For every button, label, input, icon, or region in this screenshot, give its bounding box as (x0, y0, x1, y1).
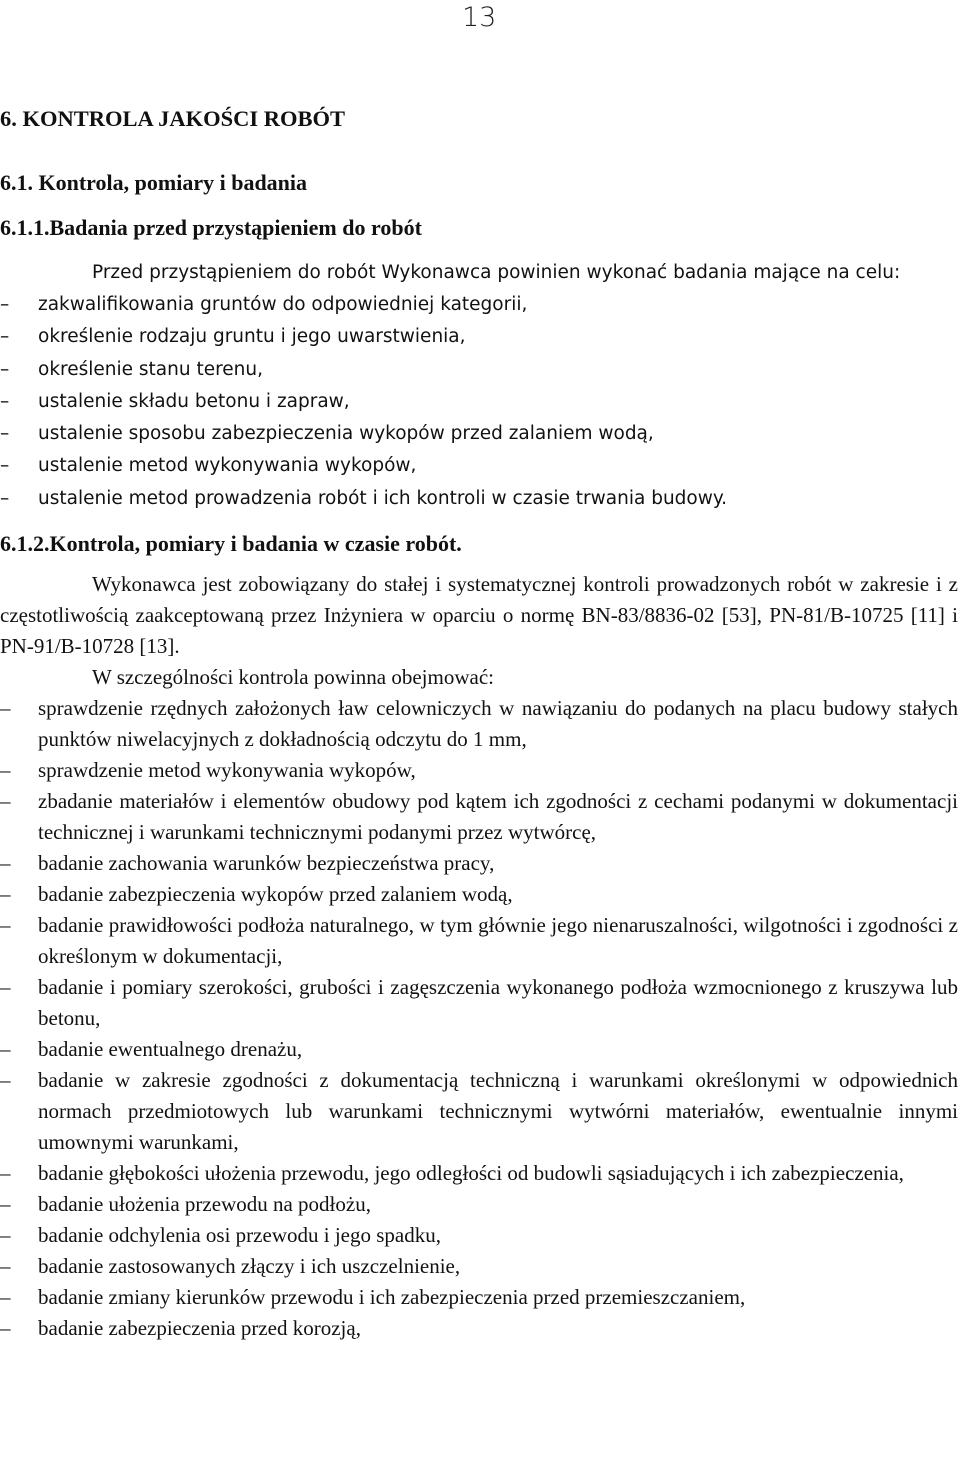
list-item: – badanie zachowania warunków bezpieczeństwa pracy, (0, 848, 958, 879)
list-item: – sprawdzenie metod wykonywania wykopów, (0, 755, 958, 786)
list-item: – ustalenie składu betonu i zapraw, (0, 386, 958, 418)
list-item: – określenie rodzaju gruntu i jego uwarstwienia, (0, 321, 958, 353)
list-item: – badanie zabezpieczenia przed korozją, (0, 1313, 958, 1344)
list-item: – badanie i pomiary szerokości, grubości i zagęszczenia wykonanego podłoża wzmocnionego z kruszywa lub betonu, (0, 972, 958, 1034)
list-item: – zbadanie materiałów i elementów obudowy pod kątem ich zgodności z cechami podanymi w dokumentacji technicznej i warunkami technicznymi podanymi przez wytwórcę, (0, 786, 958, 848)
section-heading: 6.1. Kontrola, pomiary i badania (0, 170, 308, 195)
list-item: – zakwalifikowania gruntów do odpowiedniej kategorii, (0, 289, 958, 321)
section-611-intro: Przed przystąpieniem do robót Wykonawca powinien wykonać badania mające na celu: (92, 262, 901, 283)
list-item: – ustalenie sposobu zabezpieczenia wykopów przed zalaniem wodą, (0, 418, 958, 450)
section-612-intro: Wykonawca jest zobowiązany do stałej i systematycznej kontroli prowadzonych robót w zakresie i z częstotliwością zaakceptowaną przez Inżyniera w oparciu o normę BN-83/8836-02 [53], PN-81/B-10725 [11] i PN-91/B-10728 [13]. (0, 572, 958, 659)
list-item: – badanie odchylenia osi przewodu i jego spadku, (0, 1220, 958, 1251)
list-item: – badanie zabezpieczenia wykopów przed zalaniem wodą, (0, 879, 958, 910)
section-611-body (0, 257, 958, 515)
list-item: – badanie prawidłowości podłoża naturalnego, w tym głównie jego nienaruszalności, wilgotności i zgodności z określonym w dokumentacji, (0, 910, 958, 972)
subsection-heading-612: 6.1.2.Kontrola, pomiary i badania w czasie robót. (0, 531, 462, 557)
chapter-heading: 6. KONTROLA JAKOŚCI ROBÓT (0, 106, 346, 131)
section-611-list (0, 289, 958, 515)
section-612-lead: W szczególności kontrola powinna obejmować: (92, 665, 494, 690)
page-number: 13 (462, 2, 497, 33)
list-item: – ustalenie metod prowadzenia robót i ich kontroli w czasie trwania budowy. (0, 483, 958, 515)
section-612-list (0, 693, 958, 1344)
subsection-heading-611: 6.1.1.Badania przed przystąpieniem do robót (0, 215, 422, 240)
list-item: – badanie w zakresie zgodności z dokumentacją techniczną i warunkami określonymi w odpowiednich normach przedmiotowych lub warunkami technicznymi wytwórni materiałów, ewentualnie innymi umownymi warunkami, (0, 1065, 958, 1158)
list-item: – badanie głębokości ułożenia przewodu, jego odległości od budowli sąsiadujących i ich zabezpieczenia, (0, 1158, 958, 1189)
list-item: – ustalenie metod wykonywania wykopów, (0, 450, 958, 482)
list-item: – określenie stanu terenu, (0, 354, 958, 386)
list-item: – badanie ewentualnego drenażu, (0, 1034, 958, 1065)
list-item: – badanie ułożenia przewodu na podłożu, (0, 1189, 958, 1220)
list-item: – badanie zastosowanych złączy i ich uszczelnienie, (0, 1251, 958, 1282)
list-item: – sprawdzenie rzędnych założonych ław celowniczych w nawiązaniu do podanych na placu budowy stałych punktów niwelacyjnych z dokładnością odczytu do 1 mm, (0, 693, 958, 755)
list-item: – badanie zmiany kierunków przewodu i ich zabezpieczenia przed przemieszczaniem, (0, 1282, 958, 1313)
document-body (0, 103, 958, 1344)
